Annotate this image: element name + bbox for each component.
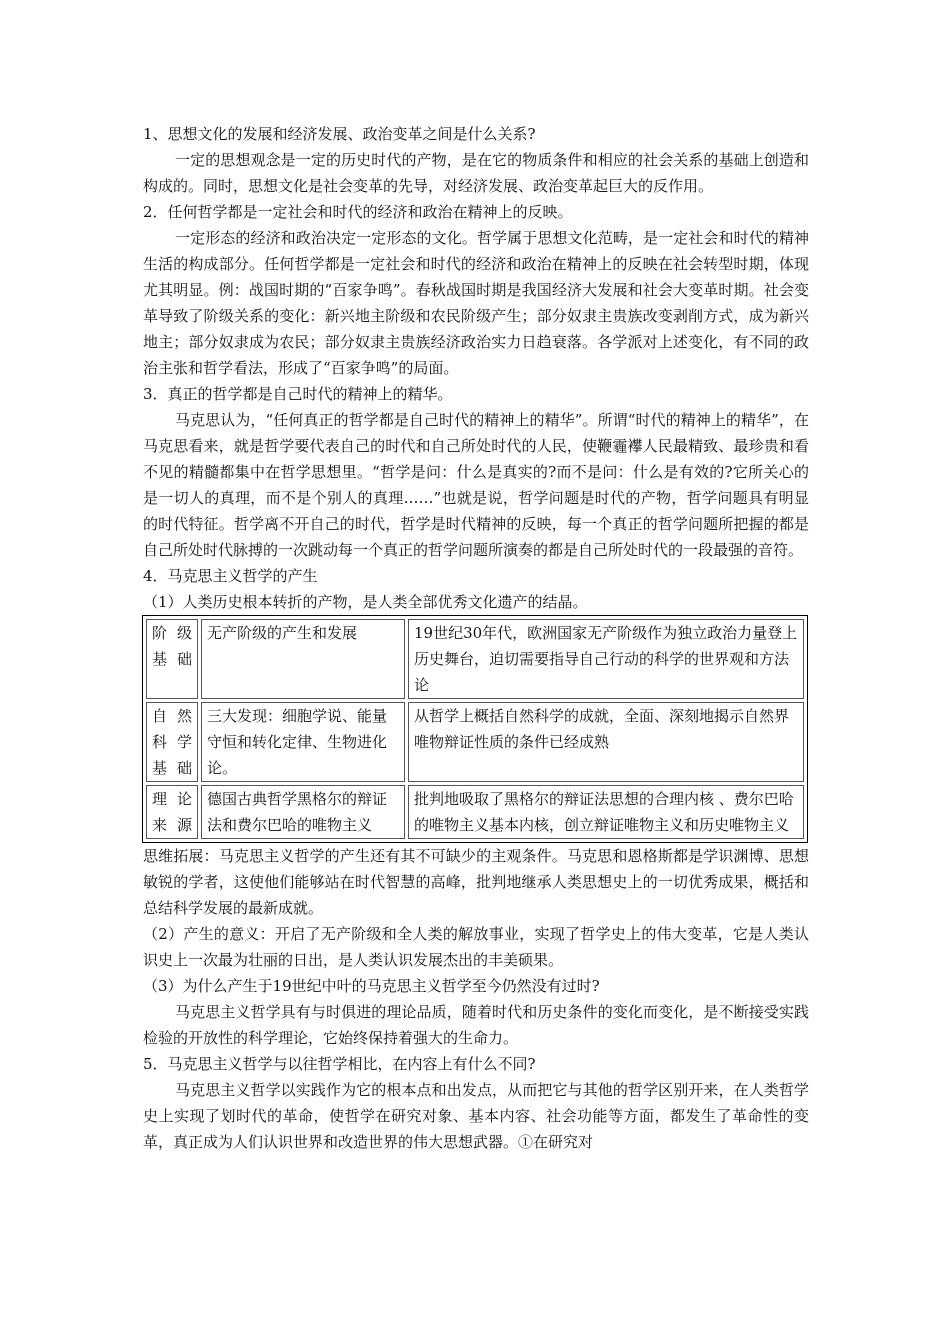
row-label: 理论来源 [146,785,198,839]
table-row [146,785,804,839]
q5-heading: 5．马克思主义哲学与以往哲学相比，在内容上有什么不同? [143,1055,536,1073]
q5-paragraph: 马克思主义哲学以实践作为它的根本点和出发点，从而把它与其他的哲学区别开来，在人类哲学史上实现了划时代的革命，使哲学在研究对象、基本内容、社会功能等方面，都发生了革命性的变革，真正成为人们认识世界和改造世界的伟大思想武器。①在研究对 [143,1081,809,1151]
q3-heading: 3．真正的哲学都是自己时代的精神上的精华。 [143,385,453,403]
row-description: 批判地吸取了黑格尔的辩证法思想的合理内核 、费尔巴哈的唯物主义基本内核，创立辩证唯物主义和历史唯物主义 [408,785,804,839]
document-page [143,121,809,1155]
row-item: 三大发现：细胞学说、能量守恒和转化定律、生物进化论。 [201,702,405,782]
table-row [146,702,804,782]
q4-subpoint-3-answer: 马克思主义哲学具有与时俱进的理论品质，随着时代和历史条件的变化而变化，是不断接受实践检验的开放性的科学理论，它始终保持着强大的生命力。 [143,1003,809,1047]
q4-subpoint-3: （3）为什么产生于19世纪中叶的马克思主义哲学至今仍然没有过时? [143,977,600,995]
table-row [146,619,804,699]
row-description: 19世纪30年代，欧洲国家无产阶级作为独立政治力量登上历史舞台，迫切需要指导自己行动的科学的世界观和方法论 [408,619,804,699]
q4-subpoint-2: （2）产生的意义：开启了无产阶级和全人类的解放事业，实现了哲学史上的伟大变革，它是人类认识史上一次最为壮丽的日出，是人类认识发展杰出的丰美硕果。 [143,925,809,969]
origin-table [142,615,808,843]
q4-subpoint-1: （1）人类历史根本转折的产物，是人类全部优秀文化遗产的结晶。 [143,593,588,611]
q3-paragraph: 马克思认为，“任何真正的哲学都是自己时代的精神上的精华”。所谓“时代的精神上的精华”，在马克思看来，就是哲学要代表自己的时代和自己所处时代的人民，使鞭霾襻人民最精致、最珍贵和看不见的精髓都集中在哲学思想里。“哲学是问：什么是真实的?而不是问：什么是有效的?它所关心的是一切人的真理，而不是个别人的真理……”也就是说，哲学问题是时代的产物，哲学问题具有明显的时代特征。哲学离不开自己的时代，哲学是时代精神的反映，每一个真正的哲学问题所把握的都是自己所处时代脉搏的一次跳动每一个真正的哲学问题所演奏的都是自己所处时代的一段最强的音符。 [143,411,809,559]
row-item: 德国古典哲学黑格尔的辩证法和费尔巴哈的唯物主义 [201,785,405,839]
thinking-extension: 思维拓展：马克思主义哲学的产生还有其不可缺少的主观条件。马克思和恩格斯都是学识渊博、思想敏锐的学者，这使他们能够站在时代智慧的高峰，批判地继承人类思想史上的一切优秀成果，概括和总结科学发展的最新成就。 [143,847,809,917]
q2-paragraph: 一定形态的经济和政治决定一定形态的文化。哲学属于思想文化范畴，是一定社会和时代的精神生活的构成部分。任何哲学都是一定社会和时代的经济和政治在精神上的反映在社会转型时期，体现尤其明显。例：战国时期的“百家争鸣”。春秋战国时期是我国经济大发展和社会大变革时期。社会变革导致了阶级关系的变化：新兴地主阶级和农民阶级产生；部分奴隶主贵族改变剥削方式，成为新兴地主；部分奴隶成为农民；部分奴隶主贵族经济政治实力日趋衰落。各学派对上述变化，有不同的政治主张和哲学看法，形成了“百家争鸣”的局面。 [143,229,809,377]
q1-paragraph: 一定的思想观念是一定的历史时代的产物，是在它的物质条件和相应的社会关系的基础上创造和构成的。同时，思想文化是社会变革的先导，对经济发展、政治变革起巨大的反作用。 [143,151,809,195]
q2-heading: 2．任何哲学都是一定社会和时代的经济和政治在精神上的反映。 [143,203,573,221]
row-label: 自然科学基础 [146,702,198,782]
row-description: 从哲学上概括自然科学的成就，全面、深刻地揭示自然界唯物辩证性质的条件已经成熟 [408,702,804,782]
q1-heading: 1、思想文化的发展和经济发展、政治变革之间是什么关系? [143,125,536,143]
row-item: 无产阶级的产生和发展 [201,619,405,699]
row-label: 阶级基础 [146,619,198,699]
q4-heading: 4．马克思主义哲学的产生 [143,567,318,585]
